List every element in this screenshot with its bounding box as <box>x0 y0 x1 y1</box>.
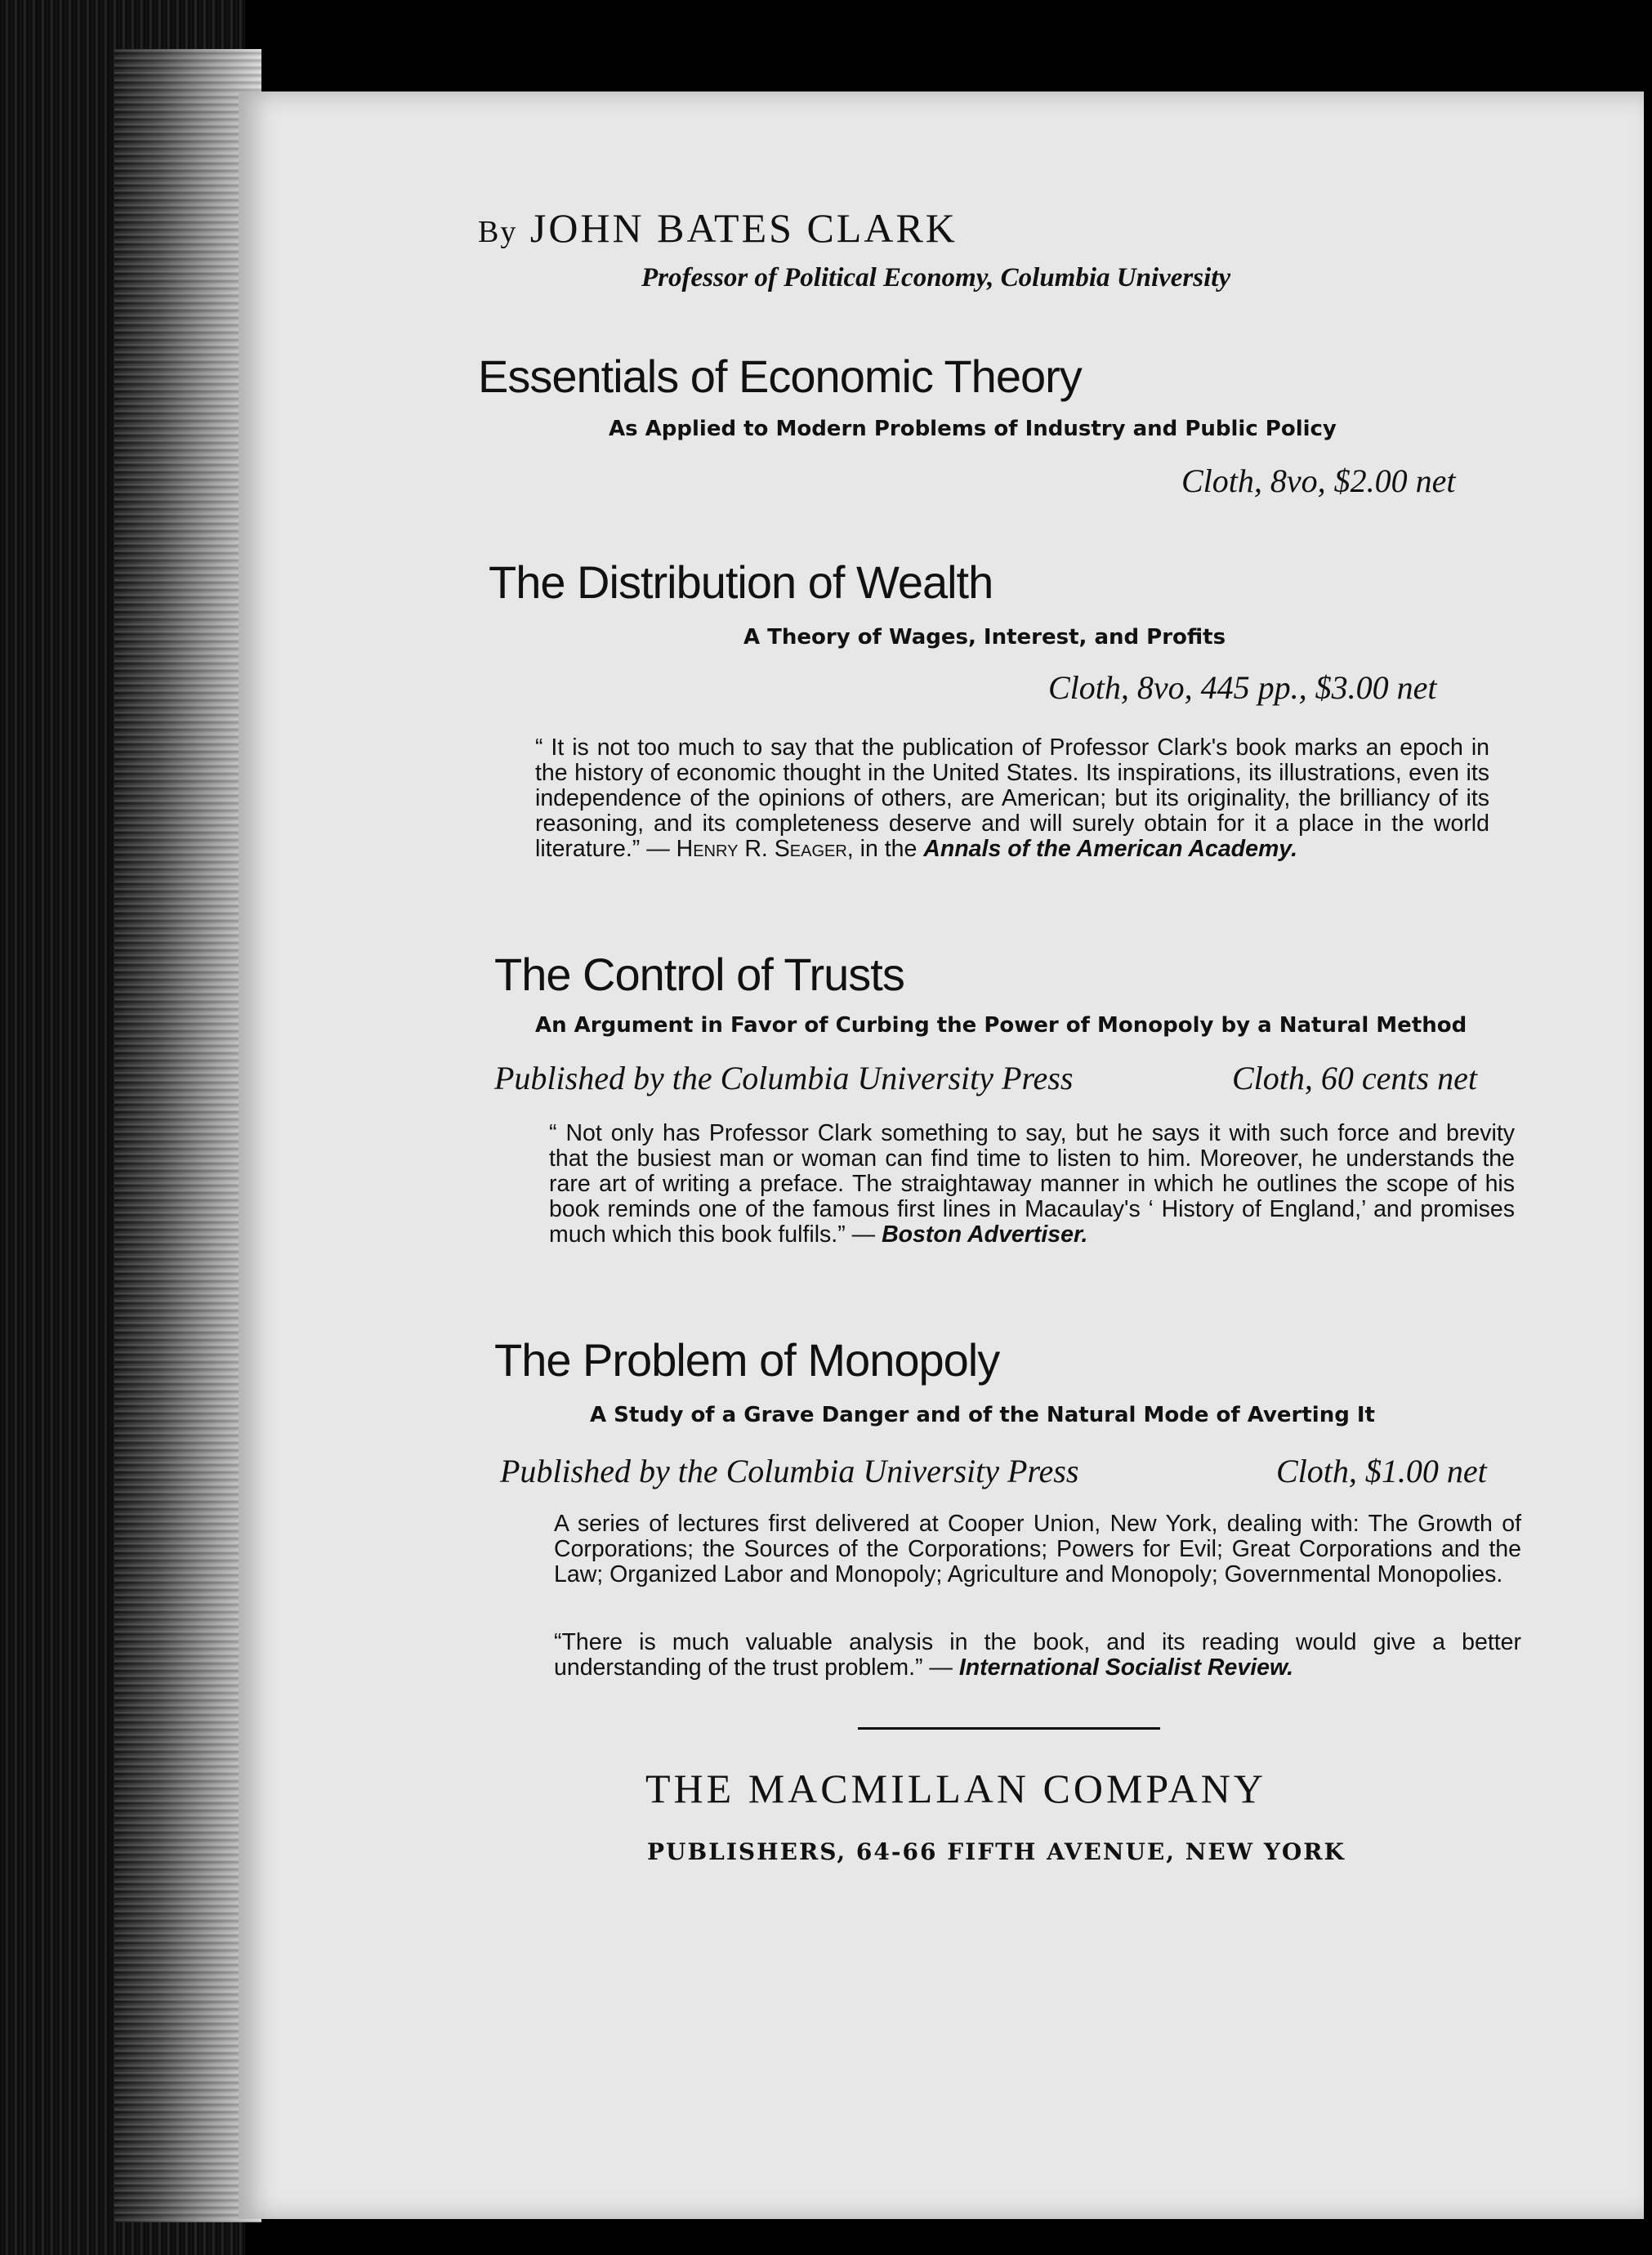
book-subtitle-essentials: As Applied to Modern Problems of Industry and Public Policy <box>609 417 1337 441</box>
publisher-name: THE MACMILLAN COMPANY <box>645 1766 1266 1811</box>
book-price-distribution: Cloth, 8vo, 445 pp., $3.00 net <box>1048 669 1437 706</box>
quote-author: Henry R. Seager <box>676 836 847 862</box>
quote-text: “There is much valuable analysis in the book, and its reading would give a better understanding of the trust problem.” — <box>554 1629 1521 1681</box>
book-price-trusts: Cloth, 60 cents net <box>1232 1060 1477 1096</box>
quote-in: , in the <box>846 836 924 862</box>
quote-source: Boston Advertiser. <box>882 1221 1088 1248</box>
book-price-monopoly: Cloth, $1.00 net <box>1276 1453 1487 1489</box>
by-prefix: By <box>478 215 518 249</box>
publisher-address: PUBLISHERS, 64-66 FIFTH AVENUE, NEW YORK <box>647 1838 1346 1865</box>
book-title-essentials: Essentials of Economic Theory <box>478 351 1082 402</box>
quote-source: Annals of the American Academy. <box>923 836 1297 862</box>
book-description-monopoly: A series of lectures first delivered at Cooper Union, New York, dealing with: The Growth of Corporations; the Sources of the Corporations; Powers for Evil; Great Corporations and the Law; Organized Labor and Monopoly; Agriculture and Monopoly; Governmental Monopolies. <box>554 1511 1521 1587</box>
book-subtitle-trusts: An Argument in Favor of Curbing the Power of Monopoly by a Natural Method <box>535 1013 1467 1038</box>
review-quote-trusts <box>549 1121 1515 1248</box>
quote-text: “ Not only has Professor Clark something to say, but he says it with such force and brevity that the busiest man or woman can find time to listen to him. Moreover, he understands the rare art of writing a preface. The straightaway manner in which he outlines the scope of his book reminds one of the famous first lines in Macaulay's ‘ History of England,’ and promises much which this book fulfils.” — <box>549 1120 1515 1248</box>
author-name: JOHN BATES CLARK <box>529 205 958 251</box>
book-subtitle-distribution: A Theory of Wages, Interest, and Profits <box>743 625 1226 650</box>
published-by-trusts: Published by the Columbia University Press <box>494 1060 1074 1096</box>
quote-text: “ It is not too much to say that the publication of Professor Clark's book marks an epoch in the history of economic thought in the United States. Its inspirations, its illustrations, even its independence of the opinions of others, are American; but its originality, the brilliancy of its reasoning, and its completeness deserve and will surely obtain for it a place in the world literature.” — <box>535 735 1489 862</box>
book-subtitle-monopoly: A Study of a Grave Danger and of the Natural Mode of Averting It <box>590 1403 1375 1427</box>
book-title-distribution: The Distribution of Wealth <box>489 556 993 608</box>
published-by-monopoly: Published by the Columbia University Press <box>500 1453 1079 1489</box>
quote-source: International Socialist Review. <box>958 1654 1294 1681</box>
divider-rule <box>858 1727 1160 1730</box>
review-quote-distribution <box>535 735 1489 862</box>
author-line <box>478 204 958 252</box>
review-quote-monopoly <box>554 1630 1521 1681</box>
book-title-monopoly: The Problem of Monopoly <box>494 1334 1000 1386</box>
author-affiliation: Professor of Political Economy, Columbia University <box>641 263 1231 292</box>
book-price-essentials: Cloth, 8vo, $2.00 net <box>1181 462 1456 499</box>
book-title-trusts: The Control of Trusts <box>494 949 904 1000</box>
